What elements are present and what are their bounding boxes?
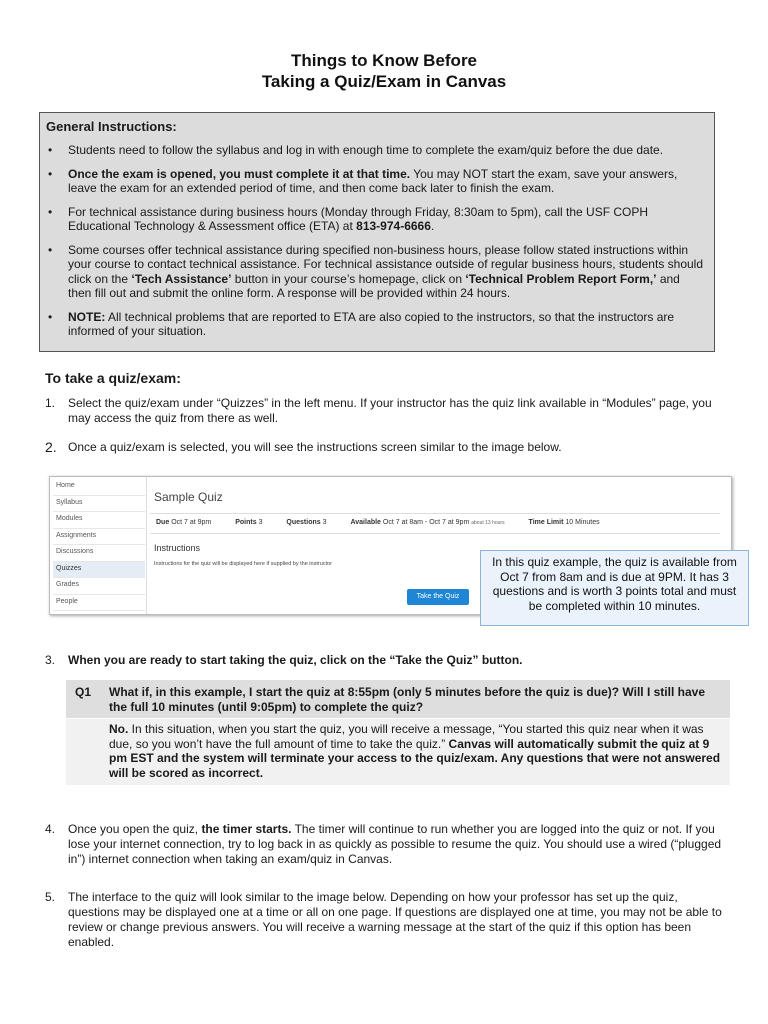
item-text: button in your course’s homepage, click on [231, 271, 466, 286]
meta-label: Time Limit [528, 519, 564, 526]
item-text: Students need to follow the syllabus and log in with enough time to complete the exam/quiz before the due date. [68, 143, 664, 157]
answer-text: In this situation, when you start the quiz, you will receive a message, “You started this quiz near when it was due, so you won’t have the full amount of time to take the quiz.” [109, 722, 704, 751]
nav-divider [146, 477, 147, 614]
general-instructions-list [46, 143, 706, 339]
item-text: For technical assistance during business hours (Monday through Friday, 8:30am to 5pm), call the USF COPH Educational Technology & Assessment office (ETA) at [68, 204, 649, 233]
general-instructions-heading: General Instructions: [46, 119, 177, 134]
nav-item[interactable]: Grades [53, 578, 145, 595]
tech-assistance-label: ‘Tech Assistance’ [131, 271, 232, 286]
step-text [68, 822, 725, 867]
list-item [46, 167, 706, 196]
step-text-a: Once you open the quiz, [68, 822, 202, 836]
faq-box [66, 680, 730, 785]
bullet: • [48, 166, 53, 181]
answer-no: No. [109, 722, 129, 736]
take-quiz-button[interactable]: Take the Quiz [407, 589, 469, 605]
list-item [46, 205, 706, 234]
step-number: 5. [45, 890, 56, 904]
item-text: and then fill out and submit the online form. A response will be provided within 24 hours. [68, 271, 680, 300]
step-number: 1. [45, 396, 56, 410]
item-end: . [430, 219, 435, 233]
list-item [46, 243, 706, 301]
title-line-2: Taking a Quiz/Exam in Canvas [261, 72, 507, 91]
instructions-heading: Instructions [154, 543, 201, 553]
nav-item[interactable]: Modules [53, 512, 145, 529]
item-bold: NOTE: [68, 309, 106, 324]
bullet: • [48, 242, 53, 257]
meta-points [235, 519, 262, 526]
answer-bold: Canvas will automatically submit the quiz at 9 pm EST and the system will terminate your access to the quiz/exam. Any questions that were not answered will be scored as incorrect. [109, 736, 721, 780]
meta-due [156, 519, 211, 526]
meta-label: Due [156, 519, 170, 526]
divider [150, 533, 720, 534]
step-1 [45, 396, 725, 426]
step-number: 2. [45, 439, 57, 455]
step-3 [45, 653, 725, 668]
instructions-text: Instructions for the quiz will be displayed here if supplied by the instructor [154, 561, 332, 567]
faq-answer [109, 722, 722, 780]
step-number: 3. [45, 653, 56, 667]
faq-answer-row [66, 718, 730, 785]
bullet: • [48, 309, 53, 324]
meta-value: 10 Minutes [565, 519, 600, 526]
step-4 [45, 822, 725, 867]
nav-item[interactable]: Home [53, 479, 145, 496]
bullet: • [48, 143, 53, 157]
step-text-bold: the timer starts. [201, 822, 292, 836]
step-number: 4. [45, 822, 56, 836]
nav-item[interactable]: Discussions [53, 545, 145, 562]
quiz-meta [156, 519, 622, 526]
item-bold: Once the exam is opened, you must complete it at that time. [68, 166, 411, 181]
course-nav [53, 479, 145, 611]
nav-item[interactable]: People [53, 595, 145, 612]
quiz-title: Sample Quiz [154, 490, 223, 504]
phone-number: 813-974-6666 [356, 219, 431, 233]
divider [150, 513, 720, 514]
meta-label: Points [235, 519, 257, 526]
page-title [0, 50, 768, 92]
title-line-1: Things to Know Before [290, 51, 478, 70]
faq-question: What if, in this example, I start the quiz at 8:55pm (only 5 minutes before the quiz is due)? Will I still have the full 10 minutes (until 9:05pm) to complete the quiz? [109, 685, 705, 714]
meta-time-limit [529, 519, 600, 526]
faq-label: Q1 [75, 685, 92, 699]
steps-heading: To take a quiz/exam: [45, 370, 181, 386]
nav-item-quizzes[interactable]: Quizzes [53, 562, 145, 579]
item-text: Some courses offer technical assistance during specified non-business hours, please follow stated instructions within your course to contact technical assistance. For technical assistance outside of regular business hours, students should click on the [68, 242, 704, 286]
nav-item[interactable]: Syllabus [53, 496, 145, 513]
step-text: Select the quiz/exam under “Quizzes” in the left menu. If your instructor has the quiz link available in “Modules” page, you may access the quiz from there as well. [68, 396, 712, 425]
step-text: Once a quiz/exam is selected, you will see the instructions screen similar to the image below. [68, 440, 562, 454]
list-item [46, 143, 706, 158]
step-5 [45, 890, 725, 950]
step-text-b: The timer will continue to run whether you are logged into the quiz or not. If you lose your internet connection, try to log back in as quickly as possible to resume the quiz. You should use a wired (“plugged in”) internet connection when taking an exam/quiz in Canvas. [68, 822, 722, 866]
meta-available [350, 519, 504, 526]
report-form-label: ‘Technical Problem Report Form,’ [465, 271, 657, 286]
meta-value: Oct 7 at 8am - Oct 7 at 9pm [382, 519, 470, 526]
item-text: All technical problems that are reported to ETA are also copied to the instructors, so that the instructors are informed of your situation. [68, 309, 675, 338]
step-text: The interface to the quiz will look similar to the image below. Depending on how your professor has set up the quiz, questions may be displayed one at a time or all on one page. If questions are displayed one at time, you may not be able to review or change previous answers. You will receive a warning message at the start of the quiz if this option has been enabled. [68, 890, 722, 949]
bullet: • [48, 204, 53, 219]
step-2 [45, 440, 725, 455]
meta-label: Questions [286, 519, 321, 526]
quiz-example-callout: In this quiz example, the quiz is available from Oct 7 from 8am and is due at 9PM. It has 3 questions and is worth 3 points total and must be completed within 10 minutes. [480, 550, 749, 626]
meta-label: Available [350, 519, 381, 526]
list-item [46, 310, 706, 339]
meta-value: 3 [258, 519, 263, 526]
item-text: You may NOT start the exam, save your answers, leave the exam for an extended period of time, and then come back later to finish the exam. [68, 166, 678, 195]
meta-note: about 13 hours [471, 520, 505, 526]
meta-questions [286, 519, 326, 526]
meta-value: Oct 7 at 9pm [171, 519, 212, 526]
nav-item[interactable]: Assignments [53, 529, 145, 546]
faq-question-row [66, 680, 730, 718]
general-instructions-box [39, 112, 715, 352]
step-text: When you are ready to start taking the quiz, click on the “Take the Quiz” button. [68, 653, 523, 667]
meta-value: 3 [322, 519, 327, 526]
